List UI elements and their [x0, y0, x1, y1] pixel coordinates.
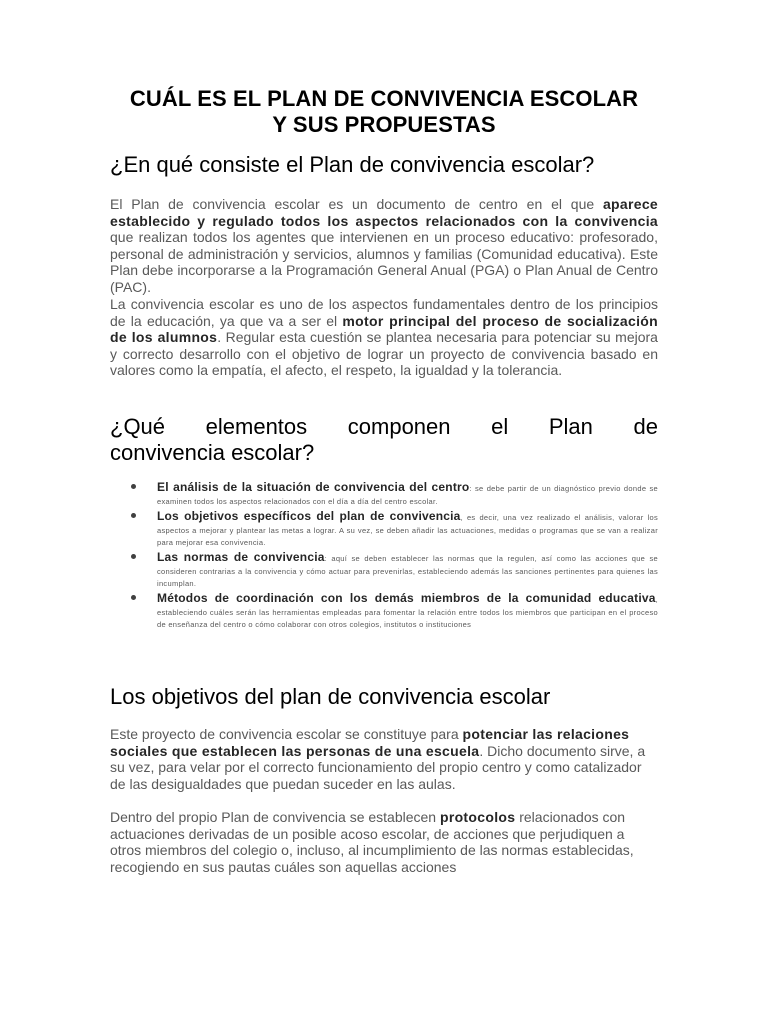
- heading-line-2: convivencia escolar?: [110, 440, 315, 465]
- section-heading-objetivos: Los objetivos del plan de convivencia escolar: [110, 684, 551, 709]
- paragraph-emphasis: potenciar las relaciones sociales que establecen las personas de una escuela: [110, 726, 630, 759]
- paragraph-text: El Plan de convivencia escolar es un documento de centro en el que: [110, 196, 603, 212]
- elements-list: [110, 480, 658, 632]
- bullet-icon: [131, 595, 136, 600]
- paragraph-emphasis: motor principal del proceso de socialización de los alumnos: [110, 312, 659, 345]
- title-line-2: Y SUS PROPUESTAS: [272, 112, 496, 137]
- list-item: [110, 509, 658, 548]
- paragraph-emphasis: protocolos: [439, 809, 516, 825]
- paragraph-emphasis: aparece establecido y regulado todos los aspectos relacionados con la convivencia: [110, 196, 658, 229]
- section-heading-elementos: [110, 414, 658, 466]
- section-heading-consiste: ¿En qué consiste el Plan de convivencia escolar?: [110, 152, 595, 177]
- list-item: [110, 550, 658, 589]
- list-item: [110, 591, 658, 630]
- list-item-description: : aquí se deben establecer las normas que la regulen, así como las acciones que se consideren contrarias a la convivencia y cómo actuar para prevenirlas, estableciendo además las sanciones pertinentes para quienes las incumplan.: [157, 554, 658, 588]
- list-item: [110, 480, 658, 507]
- bullet-icon: [131, 513, 136, 518]
- paragraph-protocols: [110, 809, 658, 875]
- paragraph-text: La convivencia escolar es uno de los aspectos fundamentales dentro de los principios de la educación, ya que va a ser el: [110, 296, 658, 329]
- paragraph-purpose: [110, 726, 658, 792]
- list-item-term: Métodos de coordinación con los demás miembros de la comunidad educativa: [157, 591, 656, 605]
- list-item-term: Los objetivos específicos del plan de convivencia: [157, 509, 461, 523]
- paragraph-text: relacionados con actuaciones derivadas de un posible acoso escolar, de acciones que perjudiquen a otros miembros del colegio o, incluso, al incumplimiento de las normas establecidas, recogiendo en sus pautas cuáles son aquellas acciones: [110, 809, 634, 875]
- list-item-description: , es decir, una vez realizado el análisis, valorar los aspectos a mejorar y plantear las metas a lograr. A su vez, se deben añadir las actuaciones, medidas o programas que se van a realizar para mejorar esa convivencia.: [157, 513, 658, 547]
- paragraph-text: . Regular esta cuestión se plantea necesaria para potenciar su mejora y correcto desarrollo con el objetivo de lograr un proyecto de convivencia basado en valores como la empatía, el afecto, el respeto, la igualdad y la tolerancia.: [110, 329, 658, 378]
- list-item-description: , estableciendo cuáles serán las herramientas empleadas para fomentar la relación entre todos los miembros que participan en el proceso de enseñanza del centro o cómo colaborar con otros colegios, institutos o instituciones: [157, 595, 658, 629]
- list-item-term: Las normas de convivencia: [157, 550, 325, 564]
- list-item-description: : se debe partir de un diagnóstico previo donde se examinen todos los aspectos relacionados con el día a día del centro escolar.: [157, 484, 658, 506]
- paragraph-text: Este proyecto de convivencia escolar se constituye para: [110, 726, 463, 742]
- paragraph-text: Dentro del propio Plan de convivencia se establecen: [110, 809, 440, 825]
- list-item-term: El análisis de la situación de convivencia del centro: [157, 480, 470, 494]
- paragraph-text: . Dicho documento sirve, a su vez, para velar por el correcto funcionamiento del propio centro y como catalizador de las desigualdades que puedan suceder en las aulas.: [110, 742, 646, 792]
- title-line-1: CUÁL ES EL PLAN DE CONVIVENCIA ESCOLAR: [129, 86, 639, 111]
- paragraph-text: que realizan todos los agentes que intervienen en un proceso educativo: profesorado, personal de administración y servicios, alumnos y familias (Comunidad educativa). Este Plan debe incorporarse a la Programación General Anual (PGA) o Plan Anual de Centro (PAC).: [110, 229, 658, 295]
- bullet-icon: [131, 484, 136, 489]
- heading-line-1: ¿Qué elementos componen el Plan de: [110, 414, 658, 439]
- paragraph-importance: [110, 296, 658, 379]
- paragraph-definition: [110, 196, 658, 295]
- document-title: [110, 86, 658, 138]
- bullet-icon: [131, 554, 136, 559]
